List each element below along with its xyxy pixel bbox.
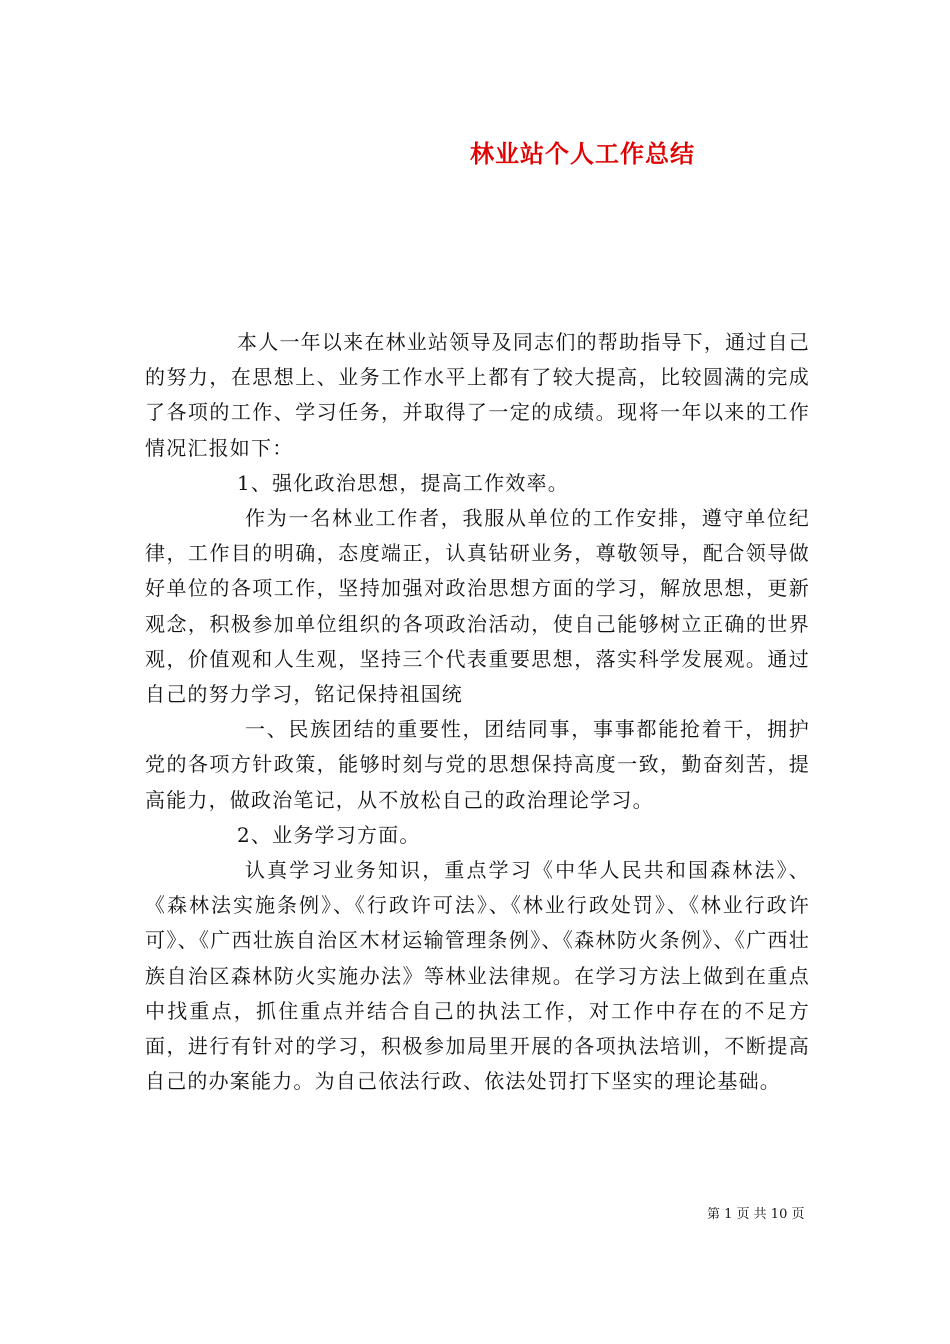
paragraph-heading-1: 1、强化政治思想，提高工作效率。 <box>237 470 569 495</box>
paragraph-business-study: 认真学习业务知识，重点学习《中华人民共和国森林法》、《森林法实施条例》、《行政许可法》、《林业行政处罚》、《林业行政许可》、《广西壮族自治区木材运输管理条例》、《森林防火条例》、《广西壮族自治区森林防火实施办法》等林业法律规。在学习方法上做到在重点中找重点，抓住重点并结合自己的执法工作，对工作中存在的不足方面，进行有针对的学习，积极参加局里开展的各项执法培训，不断提高自己的办案能力。为自己依法行政、依法处罚打下坚实的理论基础。 <box>145 858 810 1094</box>
paragraph-unity: 一、民族团结的重要性，团结同事，事事都能抢着干，拥护党的各项方针政策，能够时刻与党的思想保持高度一致，勤奋刻苦，提高能力，做政治笔记，从不放松自己的政治理论学习。 <box>145 717 810 812</box>
document-body <box>145 325 810 1099</box>
paragraph-intro: 本人一年以来在林业站领导及同志们的帮助指导下，通过自己的努力，在思想上、业务工作水平上都有了较大提高，比较圆满的完成了各项的工作、学习任务，并取得了一定的成绩。现将一年以来的工作情况汇报如下： <box>145 330 810 460</box>
paragraph-political-work: 作为一名林业工作者，我服从单位的工作安排，遵守单位纪律，工作目的明确，态度端正，认真钻研业务，尊敬领导，配合领导做好单位的各项工作，坚持加强对政治思想方面的学习，解放思想，更新观念，积极参加单位组织的各项政治活动，使自己能够树立正确的世界观，价值观和人生观，坚持三个代表重要思想，落实科学发展观。通过自己的努力学习，铭记保持祖国统 <box>145 506 810 707</box>
page-number: 第 1 页 共 10 页 <box>707 1207 805 1222</box>
document-title: 林业站个人工作总结 <box>470 139 695 168</box>
paragraph-heading-2: 2、业务学习方面。 <box>237 822 421 847</box>
